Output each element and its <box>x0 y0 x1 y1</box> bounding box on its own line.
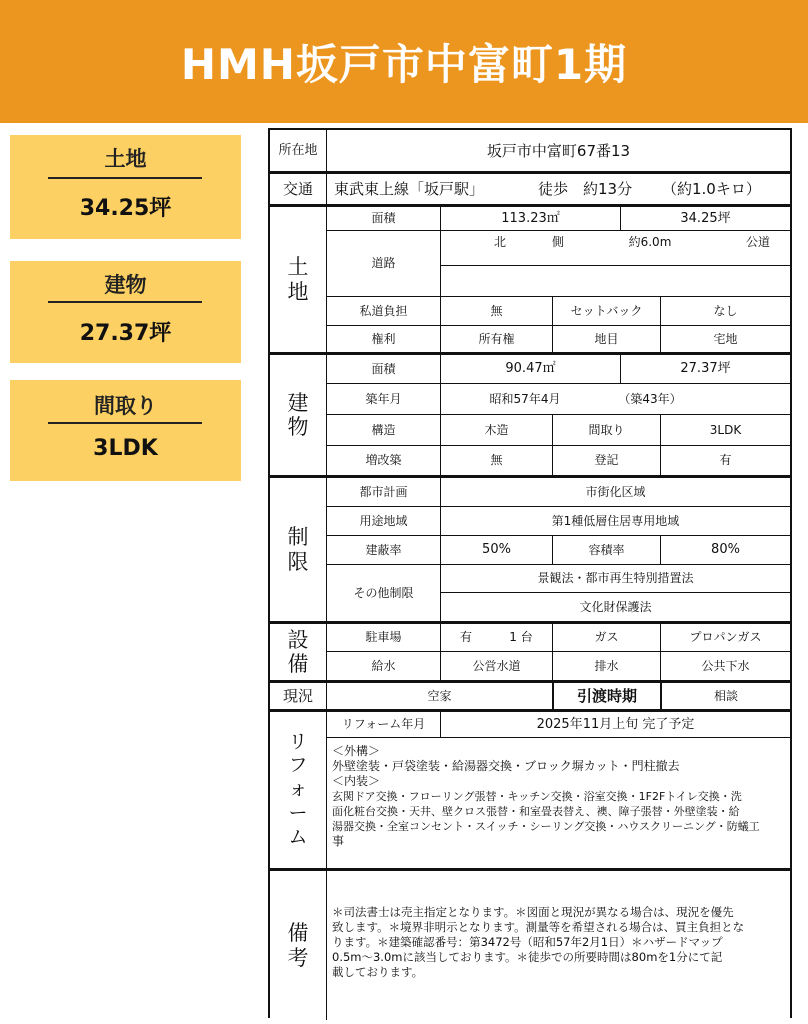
built-date: 昭和57年4月 <box>489 391 561 406</box>
title-char: リ <box>288 730 308 753</box>
location-label: 所在地 <box>278 142 318 158</box>
divider <box>326 737 790 738</box>
reform-line: 湯器交換・全室コンセント・スイッチ・シーリング交換・ハウスクリーニング・防蟻工 <box>332 820 760 833</box>
gas-label: ガス <box>594 630 619 645</box>
card-value: 3LDK <box>93 436 158 461</box>
divider <box>440 265 790 266</box>
divider <box>48 301 202 303</box>
rights-label: 権利 <box>371 331 396 346</box>
other-restriction-1: 景観法・都市再生特別措置法 <box>537 571 694 586</box>
water-label: 給水 <box>371 658 396 673</box>
parking-count: 1 台 <box>509 630 533 645</box>
transport-label: 交通 <box>282 180 313 198</box>
status-label: 現況 <box>282 687 313 705</box>
reform-line: ＜内装＞ <box>332 774 381 788</box>
parking-value: 有 <box>459 630 472 645</box>
transport-distance: （約1.0キロ） <box>662 180 761 198</box>
title-char: 備 <box>287 652 309 676</box>
location-row <box>270 130 790 174</box>
status-row <box>270 683 790 712</box>
registry-value: 有 <box>719 453 732 468</box>
coverage-label: 建蔽率 <box>365 542 402 557</box>
private-road-label: 私道負担 <box>359 303 408 318</box>
other-restrictions-label: その他制限 <box>353 585 414 600</box>
status-value: 空家 <box>427 688 452 703</box>
road-label: 道路 <box>371 256 396 271</box>
remarks-section <box>270 871 790 1020</box>
divider <box>48 422 202 424</box>
layout-label: 間取り <box>588 422 625 437</box>
road-side: 側 <box>551 235 564 249</box>
land-title <box>270 207 326 352</box>
handover-value: 相談 <box>713 688 738 703</box>
title-char: ー <box>288 801 308 824</box>
reform-line: 玄関ドア交換・フローリング張替・キッチン交換・浴室交換・1F2Fトイレ交換・洗 <box>332 790 742 803</box>
built-date-label: 築年月 <box>365 391 402 406</box>
transport-row <box>270 174 790 207</box>
card-value: 34.25坪 <box>79 196 172 221</box>
building-card <box>10 261 241 363</box>
reform-line: 外壁塗装・戸袋塗装・給湯器交換・ブロック塀カット・門柱撤去 <box>332 759 680 773</box>
divider <box>48 177 202 179</box>
title-char: 制 <box>287 525 309 550</box>
layout-card <box>10 380 241 481</box>
title-char: 建 <box>287 390 309 415</box>
remarks-line: 0.5m～3.0mに該当しております。＊徒歩での所要時間は80mを1分にて記 <box>332 950 723 964</box>
card-label: 建物 <box>104 273 147 297</box>
title-char: ォ <box>288 778 308 801</box>
divider <box>326 174 327 204</box>
card-value: 27.37坪 <box>79 321 172 346</box>
remarks-line: 致します。＊境界非明示となります。測量等を希望される場合は、買主負担とな <box>332 920 745 934</box>
building-area-tsubo: 27.37坪 <box>680 361 731 377</box>
reform-details <box>332 744 788 849</box>
title-char: 設 <box>287 627 309 652</box>
spec-table <box>268 128 792 1018</box>
water-value: 公営水道 <box>472 658 521 673</box>
remarks-line: ＊司法書士は売主指定となります。＊図面と現況が異なる場合は、現況を優先 <box>332 905 734 919</box>
rights-value: 所有権 <box>478 331 515 346</box>
remarks-text <box>332 905 788 980</box>
reform-line: 事 <box>332 834 345 848</box>
extension-value: 無 <box>490 453 503 468</box>
other-restriction-2: 文化財保護法 <box>579 599 652 614</box>
transport-line: 東武東上線「坂戸駅」 <box>334 180 485 198</box>
drain-label: 排水 <box>594 658 619 673</box>
title-char: 物 <box>287 415 309 439</box>
land-area-tsubo: 34.25坪 <box>680 210 731 226</box>
title-char: 地 <box>287 279 309 304</box>
land-category-label: 地目 <box>594 331 619 346</box>
land-section <box>270 207 790 355</box>
remarks-title <box>270 871 326 1020</box>
road-type: 公道 <box>745 235 770 249</box>
far-value: 80% <box>711 542 740 558</box>
structure-value: 木造 <box>484 422 509 437</box>
facilities-title <box>270 624 326 680</box>
extension-label: 増改築 <box>365 453 402 468</box>
zone-label: 用途地域 <box>359 513 408 528</box>
title-char: フ <box>288 754 308 777</box>
reform-date-value: 2025年11月上旬 完了予定 <box>536 716 695 732</box>
title-char: 限 <box>287 549 309 574</box>
private-road-value: 無 <box>490 303 503 318</box>
facilities-section <box>270 624 790 683</box>
registry-label: 登記 <box>594 453 619 468</box>
structure-label: 構造 <box>371 422 396 437</box>
building-area-label: 面積 <box>371 361 396 376</box>
restrictions-title <box>270 478 326 621</box>
parking-label: 駐車場 <box>365 630 402 645</box>
land-area-m2: 113.23㎡ <box>501 210 560 226</box>
reform-date-label: リフォーム年月 <box>341 717 426 732</box>
land-category-value: 宅地 <box>713 331 738 346</box>
coverage-value: 50% <box>482 542 511 558</box>
remarks-line: ります。＊建築確認番号：第3472号（昭和57年2月1日）＊ハザードマップ <box>332 935 723 949</box>
reform-line: ＜外構＞ <box>332 744 381 758</box>
title-char: ム <box>288 825 308 848</box>
built-age: （築43年） <box>618 391 682 406</box>
building-title <box>270 355 326 475</box>
card-label: 土地 <box>104 147 147 171</box>
reform-section <box>270 712 790 871</box>
gas-value: プロパンガス <box>689 630 762 645</box>
reform-line: 面化粧台交換・天井、壁クロス張替・和室畳表替え、襖、障子張替・外壁塗装・給 <box>332 805 740 818</box>
city-plan-label: 都市計画 <box>359 484 408 499</box>
setback-label: セットバック <box>570 303 643 318</box>
road-width: 約6.0m <box>628 235 672 249</box>
land-card <box>10 135 241 239</box>
drain-value: 公共下水 <box>701 658 750 673</box>
land-area-label: 面積 <box>371 211 396 226</box>
building-section <box>270 355 790 478</box>
transport-walk: 徒歩 約13分 <box>538 180 633 198</box>
far-label: 容積率 <box>588 542 625 557</box>
page-title: HMH坂戸市中富町1期 <box>180 39 628 89</box>
title-char: 備 <box>287 921 309 946</box>
layout-value: 3LDK <box>709 422 742 437</box>
location-value: 坂戸市中富町67番13 <box>486 141 631 160</box>
divider <box>326 871 327 1020</box>
restrictions-section <box>270 478 790 624</box>
title-banner <box>0 0 808 123</box>
title-char: 考 <box>287 945 309 970</box>
remarks-line: 載しております。 <box>332 965 424 979</box>
card-label: 間取り <box>94 394 157 418</box>
title-char: 土 <box>287 255 309 280</box>
zone-value: 第1種低層住居専用地域 <box>551 513 680 528</box>
building-area-m2: 90.47㎡ <box>505 361 556 377</box>
road-direction: 北 <box>493 235 506 249</box>
city-plan-value: 市街化区域 <box>585 484 646 499</box>
handover-label: 引渡時期 <box>576 687 637 705</box>
setback-value: なし <box>713 303 738 318</box>
reform-title <box>270 712 326 868</box>
